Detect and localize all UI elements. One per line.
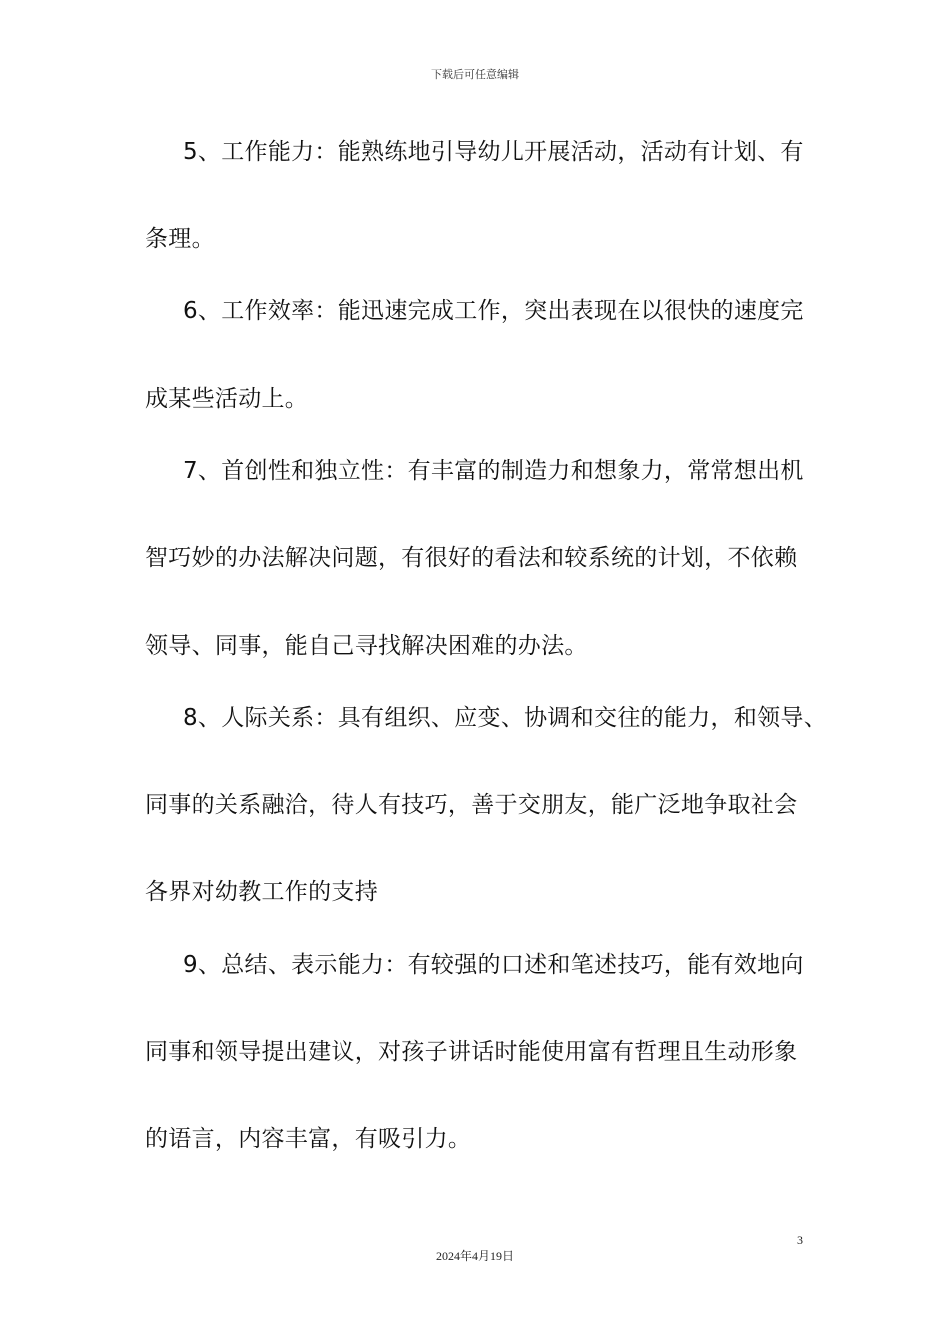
paragraph-6-line-1: 6、工作效率：能迅速完成工作，突出表现在以很快的速度完 (183, 298, 804, 324)
page-header: 下载后可任意编辑 (431, 68, 519, 81)
paragraph-7-line-2: 智巧妙的办法解决问题，有很好的看法和较系统的计划，不依赖 (145, 545, 798, 571)
paragraph-9-line-2: 同事和领导提出建议，对孩子讲话时能使用富有哲理且生动形象 (145, 1039, 798, 1065)
paragraph-8-line-3: 各界对幼教工作的支持 (145, 879, 378, 905)
paragraph-9-line-1: 9、总结、表示能力：有较强的口述和笔述技巧，能有效地向 (183, 952, 804, 978)
paragraph-7-line-1: 7、首创性和独立性：有丰富的制造力和想象力，常常想出机 (183, 458, 804, 484)
paragraph-8-line-2: 同事的关系融洽，待人有技巧，善于交朋友，能广泛地争取社会 (145, 792, 798, 818)
paragraph-5-line-1: 5、工作能力：能熟练地引导幼儿开展活动，活动有计划、有 (183, 139, 804, 165)
paragraph-7-line-3: 领导、同事，能自己寻找解决困难的办法。 (145, 633, 588, 659)
paragraph-5-line-2: 条理。 (145, 226, 215, 252)
page-number: 3 (797, 1233, 803, 1247)
footer-date: 2024年4月19日 (435, 1249, 514, 1263)
paragraph-6-line-2: 成某些活动上。 (145, 386, 309, 412)
paragraph-8-line-1: 8、人际关系：具有组织、应变、协调和交往的能力，和领导、 (183, 705, 828, 731)
paragraph-9-line-3: 的语言，内容丰富，有吸引力。 (145, 1126, 472, 1152)
